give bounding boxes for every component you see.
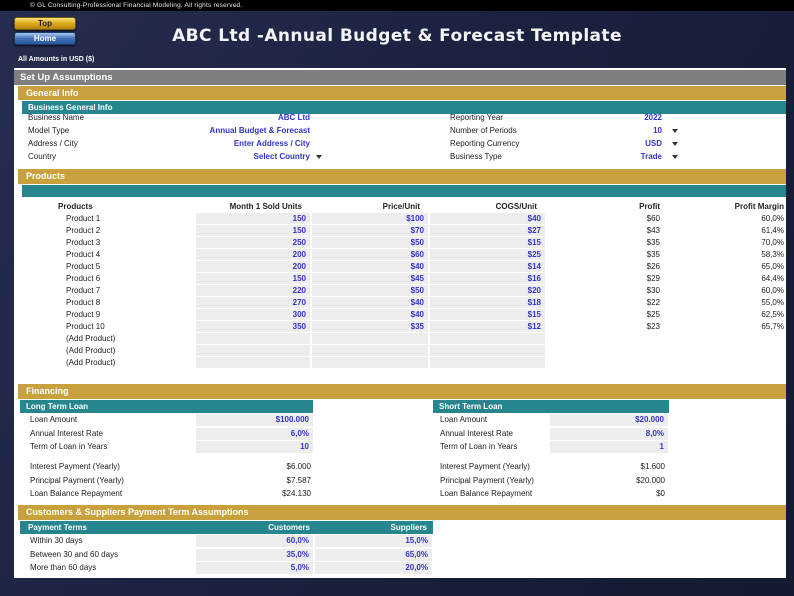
payment-terms-header-bar (20, 521, 433, 534)
general-info-rows (14, 112, 786, 164)
profit-cell: $23 (646, 322, 660, 331)
loan-input-cell[interactable]: 1 (550, 441, 668, 453)
payment-terms-rows (14, 535, 786, 576)
cogs-input-cell[interactable]: $15 (430, 237, 545, 248)
field-label: Country (28, 152, 57, 161)
cogs-input-cell[interactable]: $16 (430, 273, 545, 284)
section-header-general-info: General Info (18, 86, 786, 100)
product-name-cell: (Add Product) (66, 334, 116, 343)
cogs-input-cell[interactable]: $20 (430, 285, 545, 296)
profit-cell: $22 (646, 298, 660, 307)
field-label: Business Type (450, 152, 502, 161)
column-header-payment-terms: Payment Terms (28, 523, 87, 532)
loan-input-row (14, 428, 786, 442)
profit-cell: $29 (646, 274, 660, 283)
payment-term-row (14, 535, 786, 549)
suppliers-input-cell[interactable]: 15,0% (315, 535, 432, 547)
loan-output-value: $20.000 (636, 475, 665, 485)
product-row (14, 273, 786, 285)
subsection-header-short-term-loan: Short Term Loan (433, 400, 669, 413)
customers-input-cell[interactable]: 35,0% (196, 549, 313, 561)
loan-output-row (14, 461, 786, 475)
units-input-cell[interactable]: 150 (196, 213, 310, 224)
field-label: Reporting Year (450, 113, 503, 122)
product-row (14, 309, 786, 321)
dropdown-arrow-icon[interactable] (672, 155, 678, 159)
section-header-payment-terms: Customers & Suppliers Payment Term Assumptions (18, 505, 786, 520)
payment-term-label: Between 30 and 60 days (30, 549, 119, 559)
field-value[interactable]: Trade (640, 152, 662, 161)
dropdown-arrow-icon[interactable] (672, 129, 678, 133)
product-name-cell: Product 1 (66, 214, 101, 223)
price-input-cell[interactable]: $50 (312, 285, 428, 296)
field-label: Number of Periods (450, 126, 517, 135)
loan-field-label: Annual Interest Rate (440, 428, 513, 438)
payment-term-row (14, 562, 786, 576)
column-header-customers: Customers (268, 523, 310, 532)
product-name-cell: Product 3 (66, 238, 101, 247)
units-input-cell[interactable]: 200 (196, 261, 310, 272)
general-info-row (14, 125, 786, 138)
profit-margin-cell: 55,0% (761, 298, 784, 307)
column-header-price-unit: Price/Unit (382, 202, 420, 211)
cogs-input-cell[interactable] (430, 333, 545, 344)
copyright-bar (0, 0, 794, 11)
profit-margin-cell: 70,0% (761, 238, 784, 247)
setup-assumptions-bar: Set Up Assumptions (14, 70, 786, 85)
price-input-cell[interactable]: $70 (312, 225, 428, 236)
copyright-text: © GL Consulting-Professional Financial Modeling. All rights reserved. (30, 2, 243, 9)
product-row (14, 345, 786, 357)
cogs-input-cell[interactable]: $25 (430, 249, 545, 260)
field-value[interactable]: ABC Ltd (278, 113, 310, 122)
price-input-cell[interactable]: $60 (312, 249, 428, 260)
units-input-cell[interactable]: 150 (196, 273, 310, 284)
units-input-cell[interactable]: 200 (196, 249, 310, 260)
product-name-cell: Product 2 (66, 226, 101, 235)
product-row (14, 321, 786, 333)
product-name-cell: (Add Product) (66, 358, 116, 367)
units-input-cell[interactable] (196, 333, 310, 344)
loan-output-label: Interest Payment (Yearly) (440, 462, 530, 471)
loan-output-value: $7.587 (286, 475, 311, 485)
products-teal-band (22, 185, 786, 197)
cogs-input-cell[interactable] (430, 357, 545, 368)
field-label: Model Type (28, 126, 70, 135)
field-label: Address / City (28, 139, 78, 148)
price-input-cell[interactable]: $40 (312, 309, 428, 320)
price-input-cell[interactable] (312, 357, 428, 368)
product-row (14, 249, 786, 261)
loan-input-cell[interactable]: $20.000 (550, 414, 668, 426)
price-input-cell[interactable]: $45 (312, 273, 428, 284)
loan-output-label: Principal Payment (Yearly) (440, 475, 534, 485)
product-row (14, 213, 786, 225)
section-header-products: Products (18, 169, 786, 184)
loan-input-cell[interactable]: 10 (196, 441, 313, 453)
loan-output-value: $1.600 (640, 462, 665, 471)
product-row (14, 297, 786, 309)
field-label: Reporting Currency (450, 139, 520, 148)
units-input-cell[interactable]: 350 (196, 321, 310, 332)
subsection-header-long-term-loan: Long Term Loan (20, 400, 313, 413)
price-input-cell[interactable]: $40 (312, 297, 428, 308)
field-value[interactable]: Enter Address / City (233, 139, 310, 148)
product-name-cell: Product 5 (66, 262, 101, 271)
short-term-loan-outputs (14, 461, 786, 502)
profit-margin-cell: 58,3% (761, 250, 784, 259)
loan-input-cell[interactable]: 8,0% (550, 428, 668, 440)
suppliers-input-cell[interactable]: 20,0% (315, 562, 432, 574)
loan-field-label: Loan Amount (440, 415, 488, 424)
price-input-cell[interactable]: $40 (312, 261, 428, 272)
loan-field-label: Term of Loan in Years (440, 442, 518, 451)
product-name-cell: (Add Product) (66, 346, 116, 355)
customers-input-cell[interactable]: 60,0% (196, 535, 313, 547)
units-input-cell[interactable] (196, 357, 310, 368)
units-input-cell[interactable] (196, 345, 310, 356)
units-input-cell[interactable]: 220 (196, 285, 310, 296)
customers-input-cell[interactable]: 5,0% (196, 562, 313, 574)
profit-margin-cell: 65,0% (761, 262, 784, 271)
general-info-row (14, 151, 786, 164)
price-input-cell[interactable] (312, 345, 428, 356)
suppliers-input-cell[interactable]: 65,0% (315, 549, 432, 561)
general-info-row (14, 112, 786, 125)
profit-margin-cell: 61,4% (761, 226, 784, 235)
loan-input-row (14, 414, 786, 428)
product-name-cell: Product 6 (66, 274, 101, 283)
column-header-suppliers: Suppliers (390, 523, 427, 532)
loan-field-label: Term of Loan in Years (30, 442, 108, 451)
payment-term-label: More than 60 days (30, 563, 97, 572)
profit-margin-cell: 62,5% (761, 310, 784, 319)
price-input-cell[interactable]: $50 (312, 237, 428, 248)
product-row (14, 261, 786, 273)
loan-output-label: Principal Payment (Yearly) (30, 475, 124, 485)
field-value[interactable]: USD (645, 139, 662, 148)
product-name-cell: Product 7 (66, 286, 101, 295)
top-button[interactable]: Top (14, 17, 76, 30)
column-header-profit: Profit (639, 202, 660, 211)
product-row (14, 225, 786, 237)
product-row (14, 237, 786, 249)
units-input-cell[interactable]: 150 (196, 225, 310, 236)
product-row (14, 285, 786, 297)
loan-input-cell[interactable]: $100.000 (196, 414, 313, 426)
payment-term-row (14, 549, 786, 563)
field-value[interactable]: 2022 (644, 113, 662, 122)
units-input-cell[interactable]: 300 (196, 309, 310, 320)
loan-field-label: Annual Interest Rate (30, 428, 103, 438)
loan-field-label: Loan Amount (30, 415, 78, 424)
subsection-header-business-general-info: Business General Info (22, 101, 786, 114)
cogs-input-cell[interactable]: $40 (430, 213, 545, 224)
profit-margin-cell: 65,7% (761, 322, 784, 331)
loan-output-value: $0 (656, 489, 665, 498)
dropdown-arrow-icon[interactable] (672, 142, 678, 146)
column-header-products: Products (58, 202, 93, 211)
product-name-cell: Product 10 (66, 322, 105, 331)
field-value[interactable]: 10 (653, 126, 662, 135)
product-name-cell: Product 4 (66, 250, 101, 259)
products-table-body (14, 213, 786, 369)
loan-output-row (14, 475, 786, 489)
section-header-financing: Financing (18, 384, 786, 399)
product-name-cell: Product 8 (66, 298, 101, 307)
profit-margin-cell: 64,4% (761, 274, 784, 283)
profit-cell: $60 (646, 214, 660, 223)
dropdown-arrow-icon[interactable] (316, 155, 322, 159)
column-header-profit-margin: Profit Margin (734, 202, 784, 211)
column-header-cogs-unit: COGS/Unit (495, 202, 537, 211)
price-input-cell[interactable] (312, 333, 428, 344)
amounts-note: All Amounts in USD ($) (18, 56, 95, 63)
product-row (14, 333, 786, 345)
units-input-cell[interactable]: 250 (196, 237, 310, 248)
products-table-header (14, 201, 786, 213)
units-input-cell[interactable]: 270 (196, 297, 310, 308)
profit-margin-cell: 60,0% (761, 286, 784, 295)
loan-output-value: $6.000 (286, 462, 311, 471)
loan-output-label: Interest Payment (Yearly) (30, 462, 120, 471)
product-row (14, 357, 786, 369)
loan-input-row (14, 441, 786, 455)
profit-cell: $35 (646, 250, 660, 259)
loan-output-label: Loan Balance Repayment (440, 489, 533, 498)
payment-term-label: Within 30 days (30, 536, 83, 545)
home-button[interactable]: Home (14, 32, 76, 45)
profit-margin-cell: 60,0% (761, 214, 784, 223)
worksheet-area (14, 68, 786, 578)
profit-cell: $25 (646, 310, 660, 319)
general-info-row (14, 138, 786, 151)
profit-cell: $35 (646, 238, 660, 247)
loan-output-value: $24.130 (282, 489, 311, 498)
profit-cell: $30 (646, 286, 660, 295)
product-name-cell: Product 9 (66, 310, 101, 319)
profit-cell: $43 (646, 226, 660, 235)
cogs-input-cell[interactable] (430, 345, 545, 356)
profit-cell: $26 (646, 262, 660, 271)
cogs-input-cell[interactable]: $18 (430, 297, 545, 308)
price-input-cell[interactable]: $100 (312, 213, 428, 224)
column-header-month1-sold-units: Month 1 Sold Units (229, 202, 302, 211)
cogs-input-cell[interactable]: $15 (430, 309, 545, 320)
field-value[interactable]: Annual Budget & Forecast (209, 126, 310, 135)
cogs-input-cell[interactable]: $12 (430, 321, 545, 332)
cogs-input-cell[interactable]: $14 (430, 261, 545, 272)
page-title: ABC Ltd -Annual Budget & Forecast Template (172, 26, 622, 46)
loan-output-row (14, 488, 786, 502)
short-term-loan-inputs (14, 414, 786, 455)
cogs-input-cell[interactable]: $27 (430, 225, 545, 236)
price-input-cell[interactable]: $35 (312, 321, 428, 332)
field-label: Business Name (28, 113, 85, 122)
field-value[interactable]: Select Country (253, 152, 310, 161)
loan-input-cell[interactable]: 6,0% (196, 428, 313, 440)
loan-output-label: Loan Balance Repayment (30, 489, 123, 498)
